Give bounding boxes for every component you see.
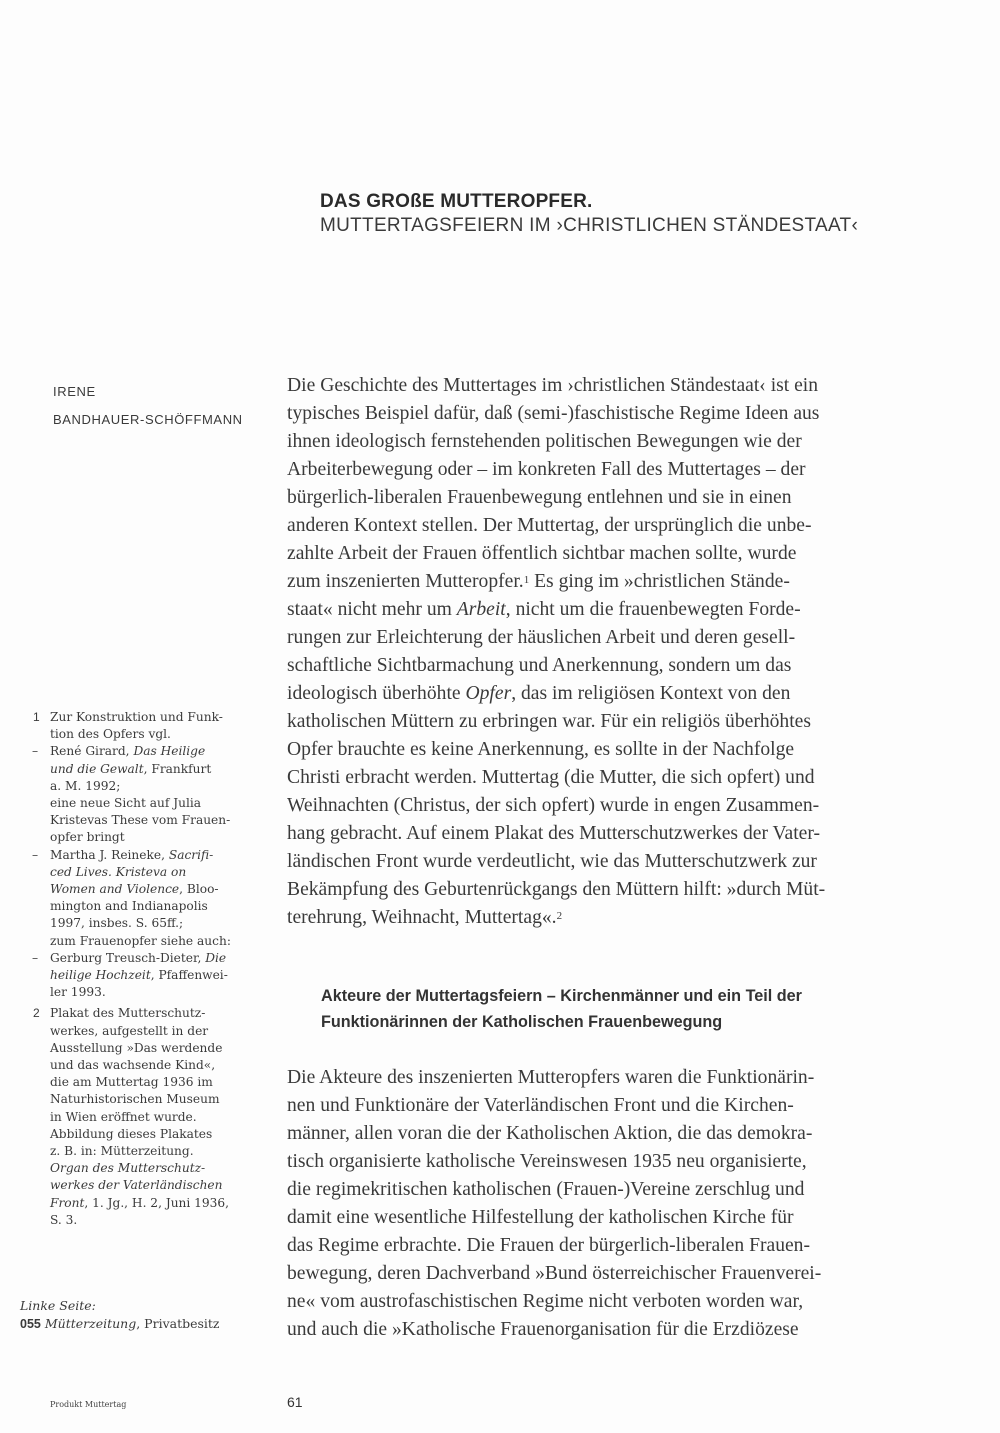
footnote <box>30 1005 262 1229</box>
text-line: hang gebracht. Auf einem Plakat des Mutterschutzwerkes der Vater- <box>287 823 820 844</box>
author-name <box>53 378 243 434</box>
footnote-line: Kristevas These vom Frauen- <box>50 813 231 828</box>
footnote-line: zum Frauenopfer siehe auch: <box>50 933 231 948</box>
footnote-line: Front, 1. Jg., H. 2, Juni 1936, <box>50 1195 230 1210</box>
footnote-reference: 2 <box>556 910 563 922</box>
footnote-line: Plakat des Mutterschutz- <box>50 1006 206 1021</box>
subheading-line: Funktionärinnen der Katholischen Frauenbewegung <box>321 1013 723 1031</box>
footnote-line: Women and Violence, Bloo- <box>50 882 219 897</box>
italic-title: heilige Hochzeit <box>50 968 151 983</box>
text-line: ländischen Front wurde verdeutlicht, wie das Mutterschutzwerk zur <box>287 851 817 872</box>
footnote-line: Ausstellung »Das werdende <box>50 1040 223 1055</box>
text-line: das Regime erbrachte. Die Frauen der bürgerlich-liberalen Frauen- <box>287 1235 811 1256</box>
italic-title: werkes der Vaterländischen <box>50 1178 223 1193</box>
page-number: 61 <box>287 1394 303 1410</box>
footnote-line: 1997, insbes. S. 65ff.; <box>50 916 184 931</box>
text-line: nen und Funktionäre der Vaterländischen Front und die Kirchen- <box>287 1095 794 1116</box>
footnote-line: und das wachsende Kind«, <box>50 1058 216 1073</box>
text-line: Christi erbracht werden. Muttertag (die Mutter, die sich opfert) und <box>287 767 815 788</box>
footnote-line: Naturhistorischen Museum <box>50 1092 220 1107</box>
text-line: bürgerlich-liberalen Frauenbewegung entlehnen und sie in einen <box>287 487 792 508</box>
text-line: die regimekritischen katholischen (Frauen-)Vereine zerschlug und <box>287 1179 805 1200</box>
footnote-number: 2 <box>33 1006 40 1021</box>
italic-title: Sacrifi- <box>168 847 214 862</box>
footnote-line: opfer bringt <box>50 830 125 845</box>
text-line: ihnen ideologisch fernstehenden politischen Bewegungen wie der <box>287 431 802 452</box>
text-line: zahlte Arbeit der Frauen öffentlich sichtbar machen sollte, wurde <box>287 543 797 564</box>
text-line: schaftliche Sichtbarmachung und Anerkennung, sondern um das <box>287 655 792 676</box>
footnote-line: und die Gewalt, Frankfurt <box>50 761 212 776</box>
footnote-line: in Wien eröffnet wurde. <box>50 1109 197 1124</box>
footnote <box>30 709 262 1001</box>
chapter-title: DAS GROßE MUTTEROPFER. <box>320 191 593 212</box>
text-line: und auch die »Katholische Frauenorganisation für die Erzdiözese <box>287 1319 799 1340</box>
italic-title: ced Lives. Kristeva on <box>50 864 187 879</box>
text-line: ne« vom austrofaschistischen Regime nicht verboten worden war, <box>287 1291 804 1312</box>
text-line: tisch organisierte katholische Vereinswesen 1935 neu organisierte, <box>287 1151 807 1172</box>
section-subheading <box>321 983 961 1035</box>
footnotes-column <box>30 709 262 1233</box>
text-line: typisches Beispiel dafür, daß (semi-)faschistische Regime Ideen aus <box>287 403 820 424</box>
author-last-name: BANDHAUER-SCHÖFFMANN <box>53 412 243 427</box>
italic-title: Front <box>50 1195 85 1210</box>
text-line: zum inszenierten Mutteropfer.$^1$ Es ging im »christlichen Stände- <box>287 571 790 592</box>
footnote-line: mington and Indianapolis <box>50 899 208 914</box>
footnote-line: – Martha J. Reineke, Sacrifi- <box>50 847 262 864</box>
text-line: anderen Kontext stellen. Der Muttertag, der ursprünglich die unbe- <box>287 515 812 536</box>
dash-bullet: – <box>32 847 39 862</box>
text-line: bewegung, deren Dachverband »Bund österreichischer Frauenverei- <box>287 1263 822 1284</box>
footnote-line: werkes, aufgestellt in der <box>50 1023 209 1038</box>
footnote-line: S. 3. <box>50 1212 78 1227</box>
text-line: katholischen Müttern zu erbringen war. Für ein religiös überhöhtes <box>287 711 811 732</box>
footnote-number: 1 <box>33 710 40 724</box>
footnote-line: heilige Hochzeit, Pfaffenwei- <box>50 968 228 983</box>
text-line: männer, allen voran die der Katholischen Aktion, die das demokra- <box>287 1123 813 1144</box>
caption-figure-number: 055 <box>20 1317 41 1331</box>
text-line: Weihnachten (Christus, der sich opfert) wurde in engen Zusammen- <box>287 795 820 816</box>
running-footer-title: Produkt Muttertag <box>50 1400 127 1409</box>
italic-title: und die Gewalt <box>50 761 144 776</box>
footnote-line: tion des Opfers vgl. <box>50 727 171 742</box>
text-line: Arbeiterbewegung oder – im konkreten Fall des Muttertages – der <box>287 459 806 480</box>
caption-source: , Privatbesitz <box>136 1316 220 1331</box>
text-line: staat« nicht mehr um Arbeit, nicht um die frauenbewegten Forde- <box>287 599 801 620</box>
footnote-line: eine neue Sicht auf Julia <box>50 796 202 811</box>
footnote-line: Abbildung dieses Plakates <box>50 1126 213 1141</box>
dash-bullet: – <box>32 744 39 759</box>
text-line: Opfer brauchte es keine Anerkennung, es sollte in der Nachfolge <box>287 739 795 760</box>
footnote-line: – René Girard, Das Heilige <box>50 743 262 760</box>
footnote-line <box>50 1160 262 1177</box>
subheading-line: Akteure der Muttertagsfeiern – Kirchenmänner und ein Teil der <box>321 987 802 1005</box>
text-line: rungen zur Erleichterung der häuslichen Arbeit und deren gesell- <box>287 627 796 648</box>
caption-title: Mütterzeitung <box>44 1316 137 1331</box>
footnote-line: – Gerburg Treusch-Dieter, Die <box>50 950 262 967</box>
body-paragraph-1 <box>287 372 977 932</box>
footnote-line: Zur Konstruktion und Funk- <box>50 710 223 724</box>
text-line: Die Akteure des inszenierten Mutteropfers waren die Funktionärin- <box>287 1067 815 1088</box>
footnote-reference: 1 <box>523 574 530 586</box>
footnote-line: a. M. 1992; <box>50 778 121 793</box>
caption-label: Linke Seite: <box>20 1298 96 1313</box>
footnote-line: die am Muttertag 1936 im <box>50 1075 213 1090</box>
text-line: ideologisch überhöhte Opfer, das im religiösen Kontext von den <box>287 683 791 704</box>
text-line: Die Geschichte des Muttertages im ›christlichen Ständestaat‹ ist ein <box>287 375 819 396</box>
text-line: terehrung, Weihnacht, Muttertag«.$^2$ <box>287 907 563 928</box>
body-paragraph-2 <box>287 1064 977 1344</box>
chapter-subtitle: MUTTERTAGSFEIERN IM ›CHRISTLICHEN STÄNDESTAAT‹ <box>320 215 859 236</box>
chapter-title-block <box>320 190 858 238</box>
italic-title: Organ des Mutterschutz- <box>50 1161 206 1176</box>
emphasis: Opfer <box>465 683 512 704</box>
dash-bullet: – <box>32 950 39 965</box>
italic-title: Women and Violence <box>50 882 180 897</box>
italic-title: Die <box>205 950 227 965</box>
footnote-line <box>50 864 262 881</box>
image-caption <box>20 1297 280 1333</box>
text-line: Bekämpfung des Geburtenrückgangs den Müttern hilft: »durch Müt- <box>287 879 826 900</box>
footnote-line: z. B. in: Mütterzeitung. <box>50 1144 194 1159</box>
author-first-name: IRENE <box>53 384 96 399</box>
emphasis: Arbeit <box>456 599 506 620</box>
text-line: damit eine wesentliche Hilfestellung der katholischen Kirche für <box>287 1207 794 1228</box>
italic-title: Das Heilige <box>133 744 206 759</box>
footnote-line <box>50 1177 262 1194</box>
footnote-line: ler 1993. <box>50 985 106 1000</box>
